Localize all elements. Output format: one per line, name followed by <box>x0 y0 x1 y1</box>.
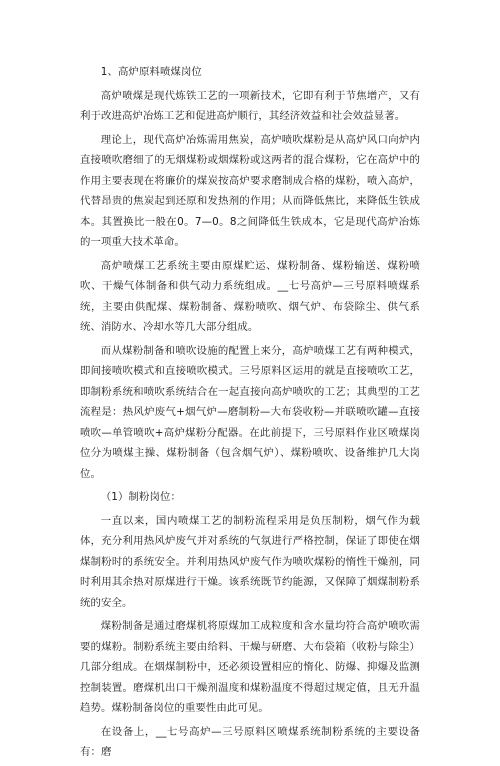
paragraph-intro: 高炉喷煤是现代炼铁工艺的一项新技术，它即有利于节焦增产，又有利于改进高炉冶炼工艺和促进高炉顺行，其经济效益和社会效益显著。 <box>80 89 420 122</box>
paragraph-equipment: 在设备上，__七号高炉—三号原料区喷煤系统制粉系统的主要设备有：磨 <box>80 725 420 758</box>
subsection-heading-milling: （1）制粉岗位： <box>100 491 181 503</box>
paragraph-system-composition: 高炉喷煤工艺系统主要由原煤贮运、煤粉制备、煤粉输送、煤粉喷吹、干燥气体制备和供气动力系统组成。__七号高炉—三号原料喷煤系统，主要由供配煤、煤粉制备、煤粉喷吹、烟气炉、布袋除尘、供气系统、消防水、冷却水等几大部分组成。 <box>80 259 420 333</box>
paragraph-injection-modes: 而从煤粉制备和喷吹设施的配置上来分，高炉喷煤工艺有两种模式，即间接喷吹模式和直接喷吹模式。三号原料区运用的就是直接喷吹工艺，即制粉系统和喷吹系统结合在一起直接向高炉喷吹的工艺；其典型的工艺流程是：热风炉废气+烟气炉—磨制粉—大布袋收粉—并联喷吹罐—直接喷吹—单管喷吹+高炉煤粉分配器。在此前提下，三号原料作业区喷煤岗位分为喷煤主操、煤粉制备（包含烟气炉）、煤粉喷吹、设备维护几大岗位。 <box>80 344 420 480</box>
section-heading: 1、高炉原料喷煤岗位 <box>100 66 202 78</box>
document-body <box>80 62 420 766</box>
paragraph-coal-preparation: 煤粉制备是通过磨煤机将原煤加工成粒度和含水量均符合高炉喷吹需要的煤粉。制粉系统主要由给料、干燥与研磨、大布袋箱（收粉与除尘）几部分组成。在烟煤制粉中，还必须设置相应的惰化、防爆、抑爆及监测控制装置。磨煤机出口干燥剂温度和煤粉温度不得超过规定值，且无升温趋势。煤粉制备岗位的重要性由此可见。 <box>80 620 420 714</box>
paragraph-theory: 理论上，现代高炉冶炼需用焦炭，高炉喷吹煤粉是从高炉风口向炉内直接喷吹磨细了的无烟煤粉或烟煤粉或这两者的混合煤粉，它在高炉中的作用主要表现在将廉价的煤炭按高炉要求磨制成合格的煤粉，喷入高炉，代替昂贵的焦炭起到还原和发热剂的作用；从而降低焦比，来降低生铁成本。其置换比一般在0。7—0。8之间降低生铁成本，它是现代高炉冶炼的一项重大技术革命。 <box>80 133 420 248</box>
paragraph-negative-pressure: 一直以来，国内喷煤工艺的制粉流程采用是负压制粉，烟气作为载体，充分利用热风炉废气并对系统的气氛进行严格控制，保证了即使在烟煤制粉时的系统安全。并利用热风炉废气作为喷吹煤粉的惰性干燥剂，同时利用其余热对原煤进行干燥。该系统既节约能源，又保障了烟煤制粉系统的安全。 <box>80 514 420 609</box>
